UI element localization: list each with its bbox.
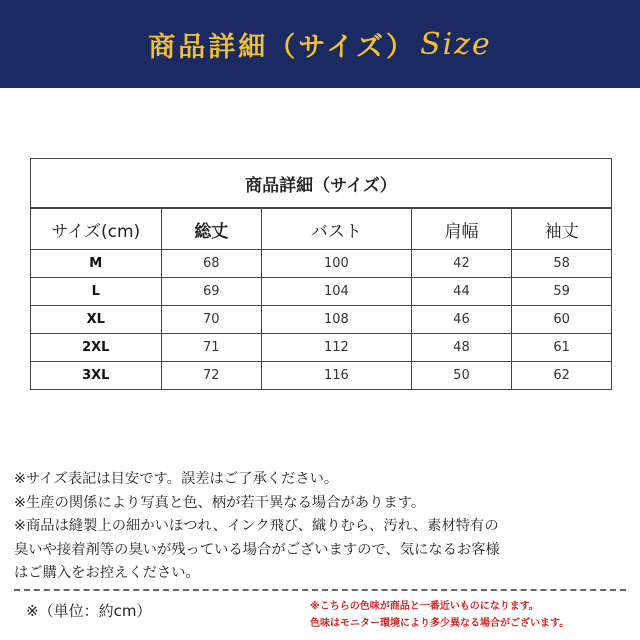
table-cell: 46 (411, 306, 512, 334)
note-line: 臭いや接着剤等の臭いが残っている場合がございますので、気になるお客様 (14, 541, 500, 558)
table-cell: 44 (411, 278, 512, 306)
size-cell: 2XL (31, 334, 161, 362)
table-cell: 60 (512, 306, 611, 334)
table-row (31, 278, 611, 306)
table-cell: 58 (512, 250, 611, 278)
table-cell: 70 (161, 306, 262, 334)
dashed-divider (14, 589, 626, 591)
table-cell: 62 (512, 362, 611, 390)
table-cell: 69 (161, 278, 262, 306)
note-line: はご購入をお控えください。 (14, 565, 200, 581)
size-table-grid (31, 208, 611, 390)
disclaimer-line: ※こちらの色味が商品と一番近いものになります。 (310, 601, 539, 612)
header-size: サイズ(cm) (31, 209, 161, 250)
table-cell: 42 (411, 250, 512, 278)
header-banner (0, 0, 640, 88)
header-shoulder: 肩幅 (411, 209, 512, 250)
table-row (31, 306, 611, 334)
unit-label: ※（単位：約cm） (26, 602, 152, 620)
header-bust: バスト (262, 209, 412, 250)
table-cell: 108 (262, 306, 412, 334)
note-line: ※生産の関係により写真と色、柄が若干異なる場合があります。 (14, 494, 426, 511)
table-cell: 116 (262, 362, 412, 390)
size-cell: 3XL (31, 362, 161, 390)
size-table (30, 158, 612, 390)
banner-script-title: Size (420, 26, 492, 62)
size-cell: M (31, 250, 161, 278)
table-row (31, 250, 611, 278)
table-row (31, 362, 611, 390)
banner-title: 商品詳細（サイズ） (148, 31, 417, 63)
size-cell: XL (31, 306, 161, 334)
header-length: 総丈 (161, 209, 262, 250)
table-cell: 112 (262, 334, 412, 362)
table-cell: 61 (512, 334, 611, 362)
table-cell: 48 (411, 334, 512, 362)
table-cell: 104 (262, 278, 412, 306)
size-table-title: 商品詳細（サイズ） (31, 159, 611, 208)
table-cell: 71 (161, 334, 262, 362)
note-line: ※サイズ表記は目安です。誤差はご了承ください。 (14, 471, 339, 487)
header-sleeve: 袖丈 (512, 209, 611, 250)
disclaimer-line: 色味はモニター環境により多少異なる場合がございます。 (310, 618, 570, 629)
notes-block (14, 468, 634, 586)
table-cell: 50 (411, 362, 512, 390)
note-line: ※商品は縫製上の細かいほつれ、インク飛び、織りむら、汚れ、素材特有の (14, 518, 499, 534)
table-cell: 72 (161, 362, 262, 390)
table-cell: 68 (161, 250, 262, 278)
table-row (31, 334, 611, 362)
size-cell: L (31, 278, 161, 306)
table-cell: 59 (512, 278, 611, 306)
table-cell: 100 (262, 250, 412, 278)
color-disclaimer (310, 598, 636, 632)
table-header-row (31, 209, 611, 250)
